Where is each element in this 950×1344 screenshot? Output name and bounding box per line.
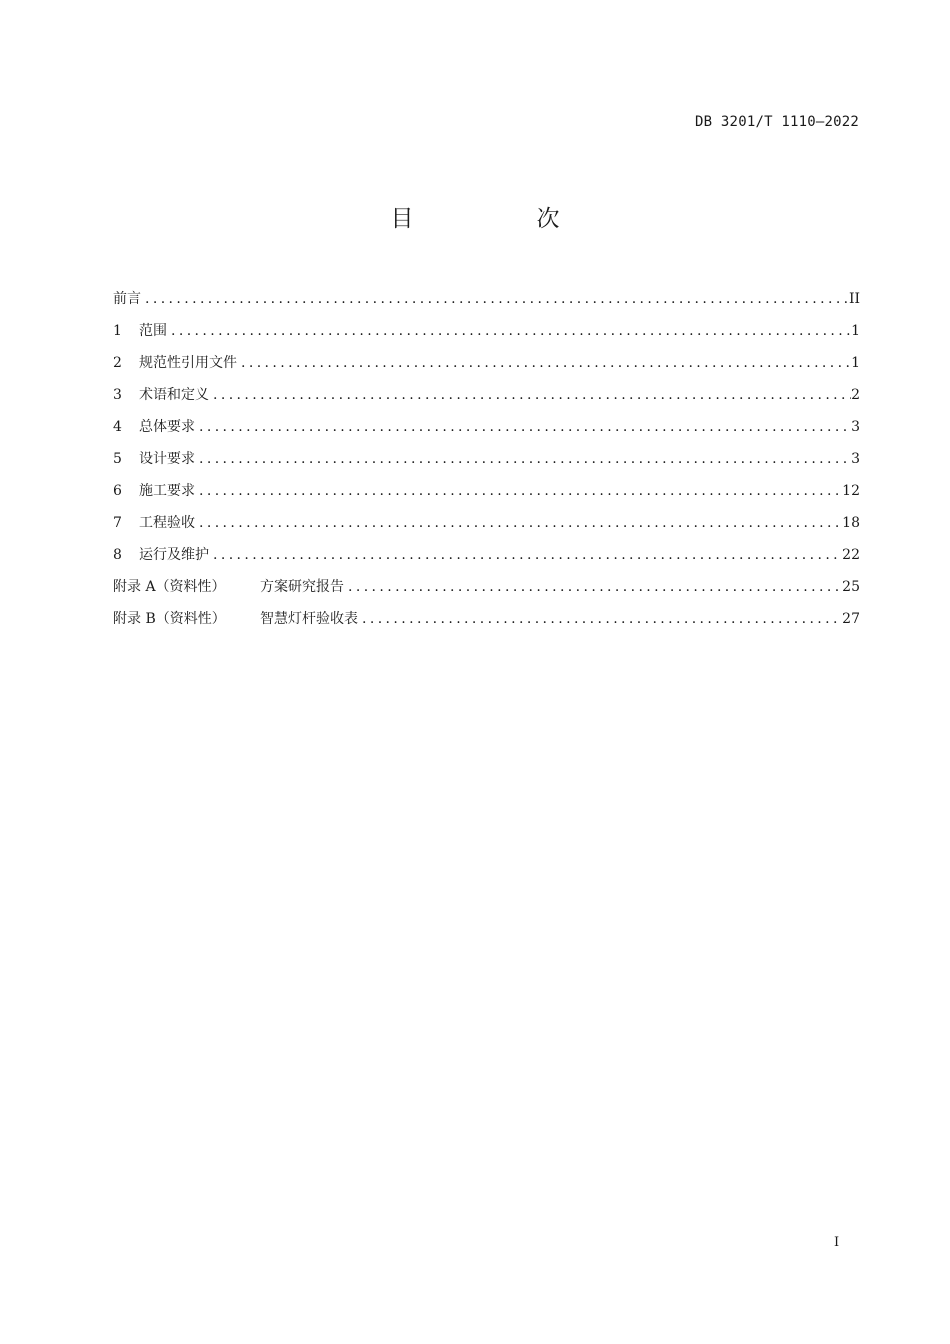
toc-entry-page: II — [848, 291, 860, 307]
toc-entry-construction-requirements[interactable] — [113, 480, 860, 512]
toc-entry-page: 12 — [842, 483, 860, 499]
toc-leader-dots — [209, 547, 842, 563]
table-of-contents — [113, 288, 860, 640]
toc-entry-number: 4 — [113, 419, 122, 435]
toc-leader-dots — [195, 483, 842, 499]
toc-entry-label: 设计要求 — [139, 451, 195, 467]
toc-leader-dots — [195, 515, 842, 531]
toc-leader-dots — [344, 579, 842, 595]
toc-entry-label: 前言 — [113, 291, 141, 307]
toc-entry-number: 7 — [113, 515, 122, 531]
toc-entry-general-requirements[interactable] — [113, 416, 860, 448]
toc-entry-label: 工程验收 — [139, 515, 195, 531]
toc-entry-page: 1 — [851, 355, 860, 371]
toc-entry-number: 3 — [113, 387, 122, 403]
toc-entry-label: 总体要求 — [139, 419, 195, 435]
toc-entry-number: 2 — [113, 355, 122, 371]
toc-entry-normative-references[interactable] — [113, 352, 860, 384]
toc-entry-page: 25 — [842, 579, 860, 595]
toc-leader-dots — [167, 323, 851, 339]
toc-leader-dots — [195, 419, 851, 435]
toc-entry-page: 3 — [851, 451, 860, 467]
toc-entry-page: 22 — [842, 547, 860, 563]
toc-leader-dots — [237, 355, 851, 371]
toc-entry-page: 27 — [842, 611, 860, 627]
toc-entry-foreword[interactable] — [113, 288, 860, 320]
toc-entry-label: 方案研究报告 — [260, 579, 344, 595]
toc-entry-operation-maintenance[interactable] — [113, 544, 860, 576]
toc-entry-annex-a[interactable] — [113, 576, 860, 608]
toc-entry-annex-prefix: 附录 A（资料性） — [113, 579, 226, 595]
toc-entry-page: 2 — [851, 387, 860, 403]
document-code: DB 3201/T 1110—2022 — [695, 114, 859, 130]
toc-entry-number: 6 — [113, 483, 122, 499]
page-number: I — [834, 1235, 840, 1250]
toc-leader-dots — [195, 451, 851, 467]
toc-entry-label: 范围 — [139, 323, 167, 339]
toc-entry-acceptance[interactable] — [113, 512, 860, 544]
toc-entry-number: 1 — [113, 323, 122, 339]
toc-entry-label: 运行及维护 — [139, 547, 209, 563]
toc-entry-annex-b[interactable] — [113, 608, 860, 640]
toc-entry-scope[interactable] — [113, 320, 860, 352]
toc-entry-label: 智慧灯杆验收表 — [260, 611, 358, 627]
toc-entry-number: 8 — [113, 547, 122, 563]
toc-leader-dots — [141, 291, 849, 307]
toc-entry-page: 3 — [851, 419, 860, 435]
toc-entry-terms-definitions[interactable] — [113, 384, 860, 416]
toc-entry-label: 规范性引用文件 — [139, 355, 237, 371]
toc-entry-page: 18 — [842, 515, 860, 531]
toc-entry-label: 施工要求 — [139, 483, 195, 499]
toc-entry-design-requirements[interactable] — [113, 448, 860, 480]
toc-leader-dots — [209, 387, 851, 403]
toc-title: 目 次 — [390, 206, 610, 232]
toc-entry-label: 术语和定义 — [139, 387, 209, 403]
toc-entry-page: 1 — [851, 323, 860, 339]
toc-leader-dots — [358, 611, 842, 627]
toc-entry-number: 5 — [113, 451, 122, 467]
toc-entry-annex-prefix: 附录 B（资料性） — [113, 611, 226, 627]
